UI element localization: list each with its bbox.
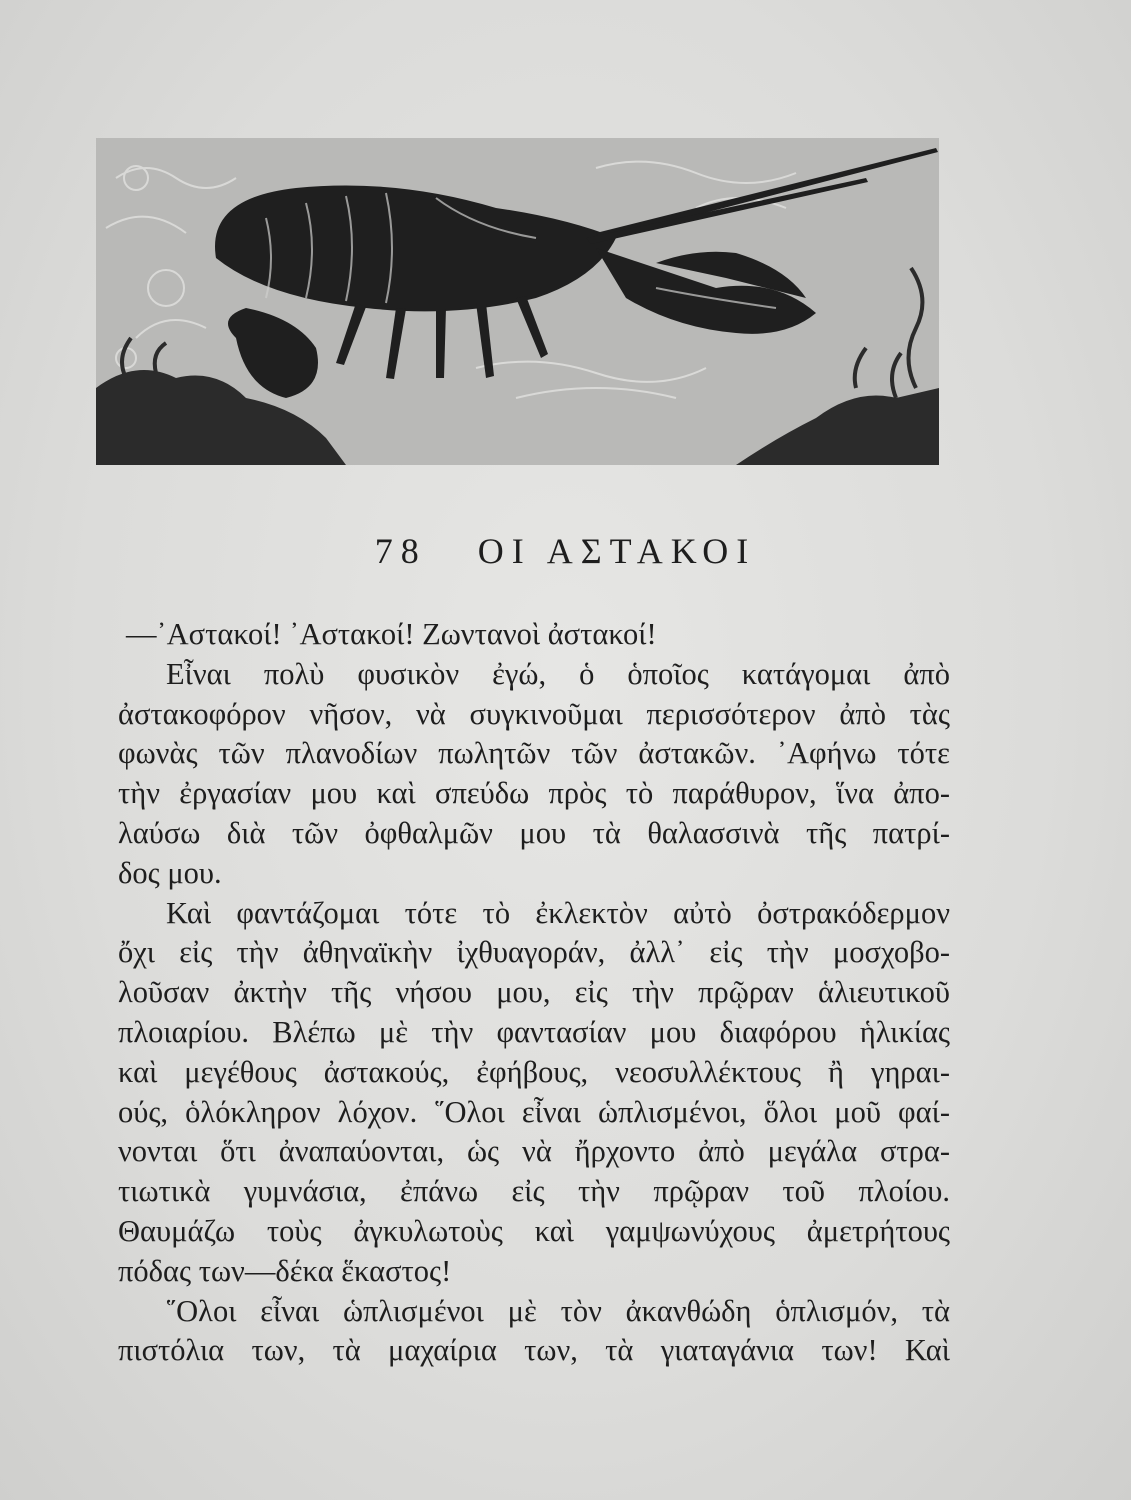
chapter-title bbox=[0, 530, 1131, 572]
text-line: λαύσω διὰ τῶν ὀφθαλμῶν μου τὰ θαλασσινὰ τῆς πατρί- bbox=[118, 815, 950, 850]
text-line: Θαυμάζω τοὺς ἀγκυλωτοὺς καὶ γαμψωνύχους ἀμετρήτους bbox=[118, 1213, 950, 1248]
text-line: νονται ὅτι ἀναπαύονται, ὡς νὰ ἤρχοντο ἀπὸ μεγάλα στρα- bbox=[118, 1134, 950, 1169]
text-line: λοῦσαν ἀκτὴν τῆς νήσου μου, εἰς τὴν πρῷραν ἁλιευτικοῦ bbox=[118, 975, 950, 1010]
text-line: πιστόλια των, τὰ μαχαίρια των, τὰ γιαταγάνια των! Καὶ bbox=[118, 1333, 950, 1368]
text-line: Καὶ φαντάζομαι τότε τὸ ἐκλεκτὸν αὐτὸ ὀστρακόδερμον bbox=[166, 895, 950, 930]
text-line: —᾿Αστακοί! ᾿Αστακοί! Ζωντανοὶ ἀστακοί! bbox=[126, 617, 657, 651]
text-line: ῞Ολοι εἶναι ὡπλισμένοι μὲ τὸν ἀκανθώδη ὁπλισμόν, τὰ bbox=[166, 1293, 950, 1328]
text-line: πόδας των—δέκα ἕκαστος! bbox=[118, 1253, 452, 1288]
text-line: ὄχι εἰς τὴν ἀθηναϊκὴν ἰχθυαγοράν, ἀλλ᾿ εἰς τὴν μοσχοβο- bbox=[118, 935, 950, 970]
text-line: δος μου. bbox=[118, 855, 222, 890]
text-line: Εἶναι πολὺ φυσικὸν ἐγώ, ὁ ὁποῖος κατάγομαι ἀπὸ bbox=[166, 656, 950, 691]
text-line: πλοιαρίου. Βλέπω μὲ τὴν φαντασίαν μου διαφόρου ἡλικίας bbox=[118, 1014, 950, 1049]
text-line: ούς, ὁλόκληρον λόχον. ῞Ολοι εἶναι ὡπλισμένοι, ὅλοι μοῦ φαί- bbox=[118, 1094, 950, 1129]
text-line: καὶ μεγέθους ἀστακούς, ἐφήβους, νεοσυλλέκτους ἢ γηραι- bbox=[118, 1054, 950, 1089]
chapter-number: 78 bbox=[374, 531, 427, 571]
text-line: τιωτικὰ γυμνάσια, ἐπάνω εἰς τὴν πρῷραν τοῦ πλοίου. bbox=[118, 1174, 950, 1209]
text-line: ἀστακοφόρον νῆσον, νὰ συγκινοῦμαι περισσότερον ἀπὸ τὰς bbox=[118, 696, 950, 731]
text-line: φωνὰς τῶν πλανοδίων πωλητῶν τῶν ἀστακῶν. ᾿Αφήνω τότε bbox=[118, 736, 950, 771]
chapter-body bbox=[118, 615, 950, 1371]
chapter-heading: ΟΙ ΑΣΤΑΚΟΙ bbox=[477, 531, 757, 571]
text-line: τὴν ἐργασίαν μου καὶ σπεύδω πρὸς τὸ παράθυρον, ἵνα ἀπο- bbox=[118, 776, 950, 811]
lobster-woodcut-illustration bbox=[96, 138, 939, 465]
